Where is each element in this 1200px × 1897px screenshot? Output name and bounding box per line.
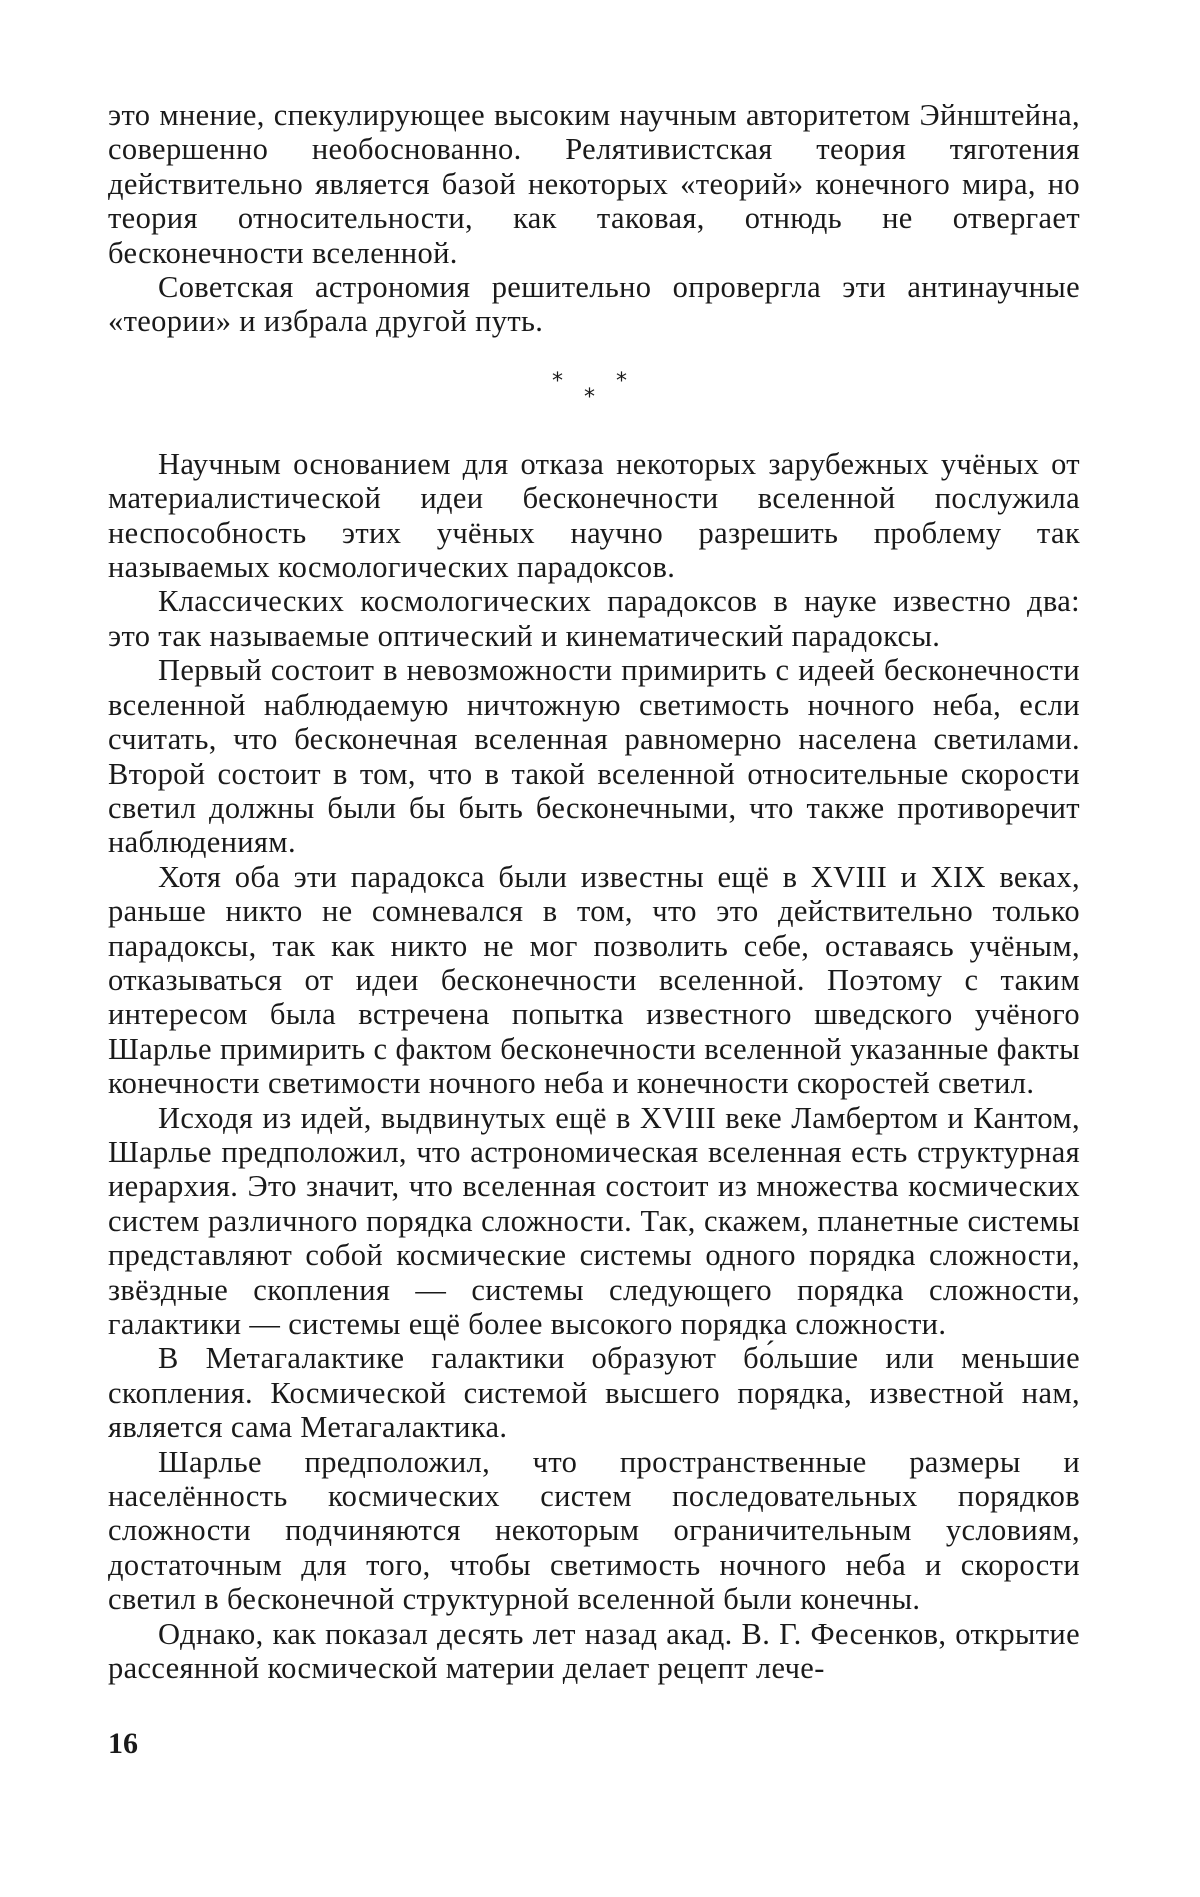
paragraph-continued: это мнение, спекулирующее высоким научным авторитетом Эйнштейна, совершенно необоснованно. Релятивистская теория тяготения действительно является базой некоторых «теорий» конечного мира, но теория относительности, как таковая, отнюдь не отвергает бесконечности вселенной. (108, 98, 1080, 270)
page-number: 16 (108, 1727, 138, 1760)
paragraph: Хотя оба эти парадокса были известны ещё в XVIII и XIX веках, раньше никто не сомневался в том, что это действительно только парадоксы, так как никто не мог позволить себе, оставаясь учёным, отказываться от идеи бесконечности вселенной. Поэтому с таким интересом была встречена попытка известного шведского учёного Шарлье примирить с фактом бесконечности вселенной указанные факты конечности светимости ночного неба и конечности скоростей светил. (108, 859, 1080, 1101)
asterisk-icon: * (552, 368, 563, 394)
section-separator (108, 339, 1080, 447)
paragraph: Классических космологических парадоксов в науке известно два: это так называемые оптический и кинематический парадоксы. (108, 584, 1080, 653)
paragraph: Советская астрономия решительно опровергла эти антинаучные «теории» и избрала другой путь. (108, 270, 1080, 339)
paragraph: В Метагалактике галактики образуют бо́льшие или меньшие скопления. Космической системой высшего порядка, известной нам, является сама Метагалактика. (108, 1341, 1080, 1445)
asterisk-icon: * (616, 368, 627, 394)
paragraph: Шарлье предположил, что пространственные размеры и населённость космических систем последовательных порядков сложности подчиняются некоторым ограничительным условиям, достаточным для того, чтобы светимость ночного неба и скорости светил в бесконечной структурной вселенной были конечны. (108, 1444, 1080, 1617)
paragraph: Однако, как показал десять лет назад акад. В. Г. Фесенков, открытие рассеянной космической материи делает рецепт лече- (108, 1616, 1080, 1686)
asterisk-icon: * (584, 384, 595, 410)
paragraph: Первый состоит в невозможности примирить с идеей бесконечности вселенной наблюдаемую ничтожную светимость ночного неба, если считать, что бесконечная вселенная равномерно населена светилами. Второй состоит в том, что в такой вселенной относительные скорости светил должны были бы быть бесконечными, что также противоречит наблюдениям. (108, 653, 1080, 860)
page-text (108, 98, 1080, 1685)
paragraph: Научным основанием для отказа некоторых зарубежных учёных от материалистической идеи бесконечности вселенной послужила неспособность этих учёных научно разрешить проблему так называемых космологических парадоксов. (108, 446, 1080, 585)
paragraph: Исходя из идей, выдвинутых ещё в XVIII веке Ламбертом и Кантом, Шарлье предположил, что астрономическая вселенная есть структурная иерархия. Это значит, что вселенная состоит из множества космических систем различного порядка сложности. Так, скажем, планетные системы представляют собой космические системы одного порядка сложности, звёздные скопления — системы следующего порядка сложности, галактики — системы ещё более высокого порядка сложности. (108, 1100, 1080, 1341)
